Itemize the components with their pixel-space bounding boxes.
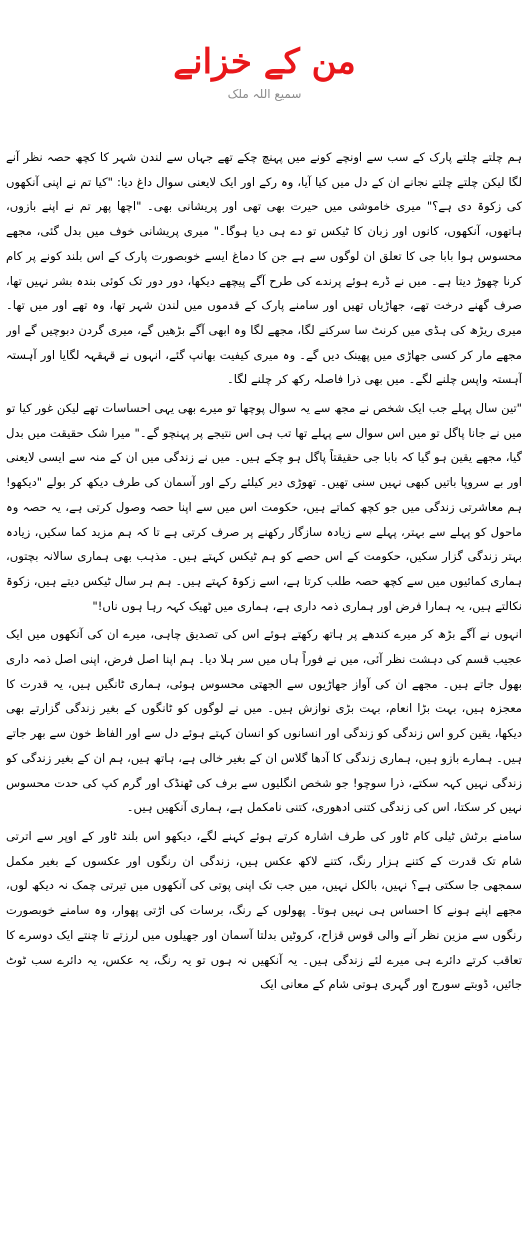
article-paragraph: ہم چلتے چلتے پارک کے سب سے اونچے کونے میں پہنچ چکے تھے جہاں سے لندن شہر کا کچھ حصہ نظر آنے لگا لیکن چلتے چلتے نجانے ان کے دل میں کیا آیا، وہ رکے اور ایک لایعنی سوال داغ دیا: "کیا تم نے اپنی آنکھوں کی زکوۃ دی ہے؟" میری خاموشی میں حیرت بھی تھی اور پریشانی بھی۔ "اچھا پھر تم نے اپنے بازوں، ہاتھوں، آنکھوں، کانوں اور زبان کا ٹیکس تو دے ہی دیا ہوگا۔" میری پریشانی خوف میں بدل گئی، مجھے محسوس ہوا بابا جی کا تعلق ان لوگوں سے ہے جن کا دماغ ایسے خوبصورت پارک کے اس بلند کونے پر کام کرنا چھوڑ دیتا ہے۔ میں نے ڈرے ہوئے پرندے کی طرح آگے پیچھے دیکھا، دور دور تک کوئی بندہ بشر نہیں تھا، صرف گھنے درخت تھے، جھاڑیاں تھیں اور سامنے پارک کے قدموں میں لندن شہر تھا، وہ تھے اور میں تھا۔ میری ریڑھ کی ہڈی میں کرنٹ سا سرکنے لگا، مجھے لگا وہ ابھی آگے بڑھیں گے، میری گردن دبوچیں گے اور مجھے مار کر کسی جھاڑی میں پھینک دیں گے۔ وہ میری کیفیت بھانپ گئے، انہوں نے قہقہہ لگایا اور آہستہ آہستہ واپس چلنے لگے۔ میں بھی ذرا فاصلہ رکھ کر چلنے لگا۔	[6, 150, 522, 387]
article-body	[6, 145, 522, 1253]
article-paragraph: "تین سال پہلے جب ایک شخص نے مجھ سے یہ سوال پوچھا تو میرے بھی یہی احساسات تھے لیکن غور کیا تو میں نے جانا پاگل تو میں اس سوال سے پہلے تھا تب ہی اس نتیجے پر پہنچو گے۔" میرا شک حقیقت میں بدل گیا، مجھے یقین ہو گیا کہ بابا جی حقیقتاً پاگل ہو چکے ہیں۔ میں نے زندگی میں ان کے منہ سے ایسی لایعنی اور بے سروپا باتیں کبھی نہیں سنی تھیں۔ تھوڑی دیر کیلئے رکے اور آسمان کی طرف دیکھ کر بولے "دیکھو! ہم معاشرتی زندگی میں جو کچھ کماتے ہیں، حکومت اس میں سے اپنا حصہ وصول کرتی ہے، یہ حصہ وہ ماحول کو پہلے سے بہتر، پہلے سے زیادہ سازگار رکھنے پر صرف کرتی ہے تا کہ ہم مزید کما سکیں، زیادہ بہتر زندگی گزار سکیں، حکومت کے اس حصے کو ہم ٹیکس کہتے ہیں۔ مذہب بھی ہماری سالانہ بچتوں، ہماری کمائیوں میں سے کچھ حصہ طلب کرتا ہے، اسے زکوۃ کہتے ہیں۔ ہم ہر سال ٹیکس دیتے ہیں، زکوۃ نکالتے ہیں، یہ ہمارا فرض اور ہماری ذمہ داری ہے، ہماری میں ٹھیک کہہ رہا ہوں ناں!"	[6, 401, 522, 613]
article-title: من کے خزانے	[173, 42, 356, 82]
article-header	[0, 0, 529, 112]
article-paragraph: انہوں نے آگے بڑھ کر میرے کندھے پر ہاتھ رکھتے ہوئے اس کی تصدیق چاہی، میرے ان کی آنکھوں میں ایک عجیب قسم کی دہشت نظر آئی، میں نے فوراً ہاں میں سر ہلا دیا۔ ہم اپنا اصل فرض، اپنی اصل ذمہ داری بھول جاتے ہیں۔ مجھے ان کی آواز جھاڑیوں سے الجھتی محسوس ہوئی، ہماری ٹانگیں ہیں، یہ قدرت کا معجزہ ہیں، بہت بڑا انعام، بہت بڑی نوازش ہیں۔ میں نے لوگوں کو ٹانگوں کے بغیر زندگی گزارتے بھی دیکھا، یقین کرو اس زندگی کو زندگی اور انسانوں کو انسان کہتے ہوئے دل سے اور الفاظ خون سے بھر جاتے ہیں۔ ہمارے بازو ہیں، ہماری زندگی کا آدھا گلاس ان کے بغیر خالی ہے، ہاتھ ہیں، ہم ان کے بغیر زندگی کو زندگی نہیں کہہ سکتے، ذرا سوچو! جو شخص انگلیوں سے برف کی ٹھنڈک اور گرم کپ کی حدت محسوس نہیں کر سکتا، اس کی زندگی کتنی ادھوری، کتنی نامکمل ہے، ہماری آنکھیں ہیں۔	[6, 627, 522, 815]
author-byline: سمیع اللہ ملک	[227, 87, 302, 101]
article-paragraph: سامنے برٹش ٹیلی کام ٹاور کی طرف اشارہ کرتے ہوئے کہنے لگے، دیکھو اس بلند ٹاور کے اوپر سے اترتی شام تک قدرت کے کتنے ہزار رنگ، کتنے لاکھ عکس ہیں، زندگی ان رنگوں اور عکسوں کے بغیر مکمل سمجھی جا سکتی ہے؟ نہیں، بالکل نہیں، میں جب تک اپنی پوتی کی آنکھوں میں تیرتی چمک نہ دیکھ لوں، مجھے اپنے ہونے کا احساس ہی نہیں ہوتا۔ پھولوں کے رنگ، برسات کی اڑتی پھوار، وہ سامنے خوبصورت رنگوں سے مزین نظر آنے والی قوس قزاح، کروٹیں بدلتا آسمان اور جھیلوں میں لرزتے تا چنتے ایک دوسرے کا تعاقب کرتے دائرے ہی میرے لئے زندگی ہیں۔ یہ آنکھیں نہ ہوں تو یہ رنگ، یہ عکس، یہ دائرے سب ٹوٹ جائیں، ڈوبتے سورج اور گہری ہوتی شام کے معانی ایک	[6, 828, 522, 992]
